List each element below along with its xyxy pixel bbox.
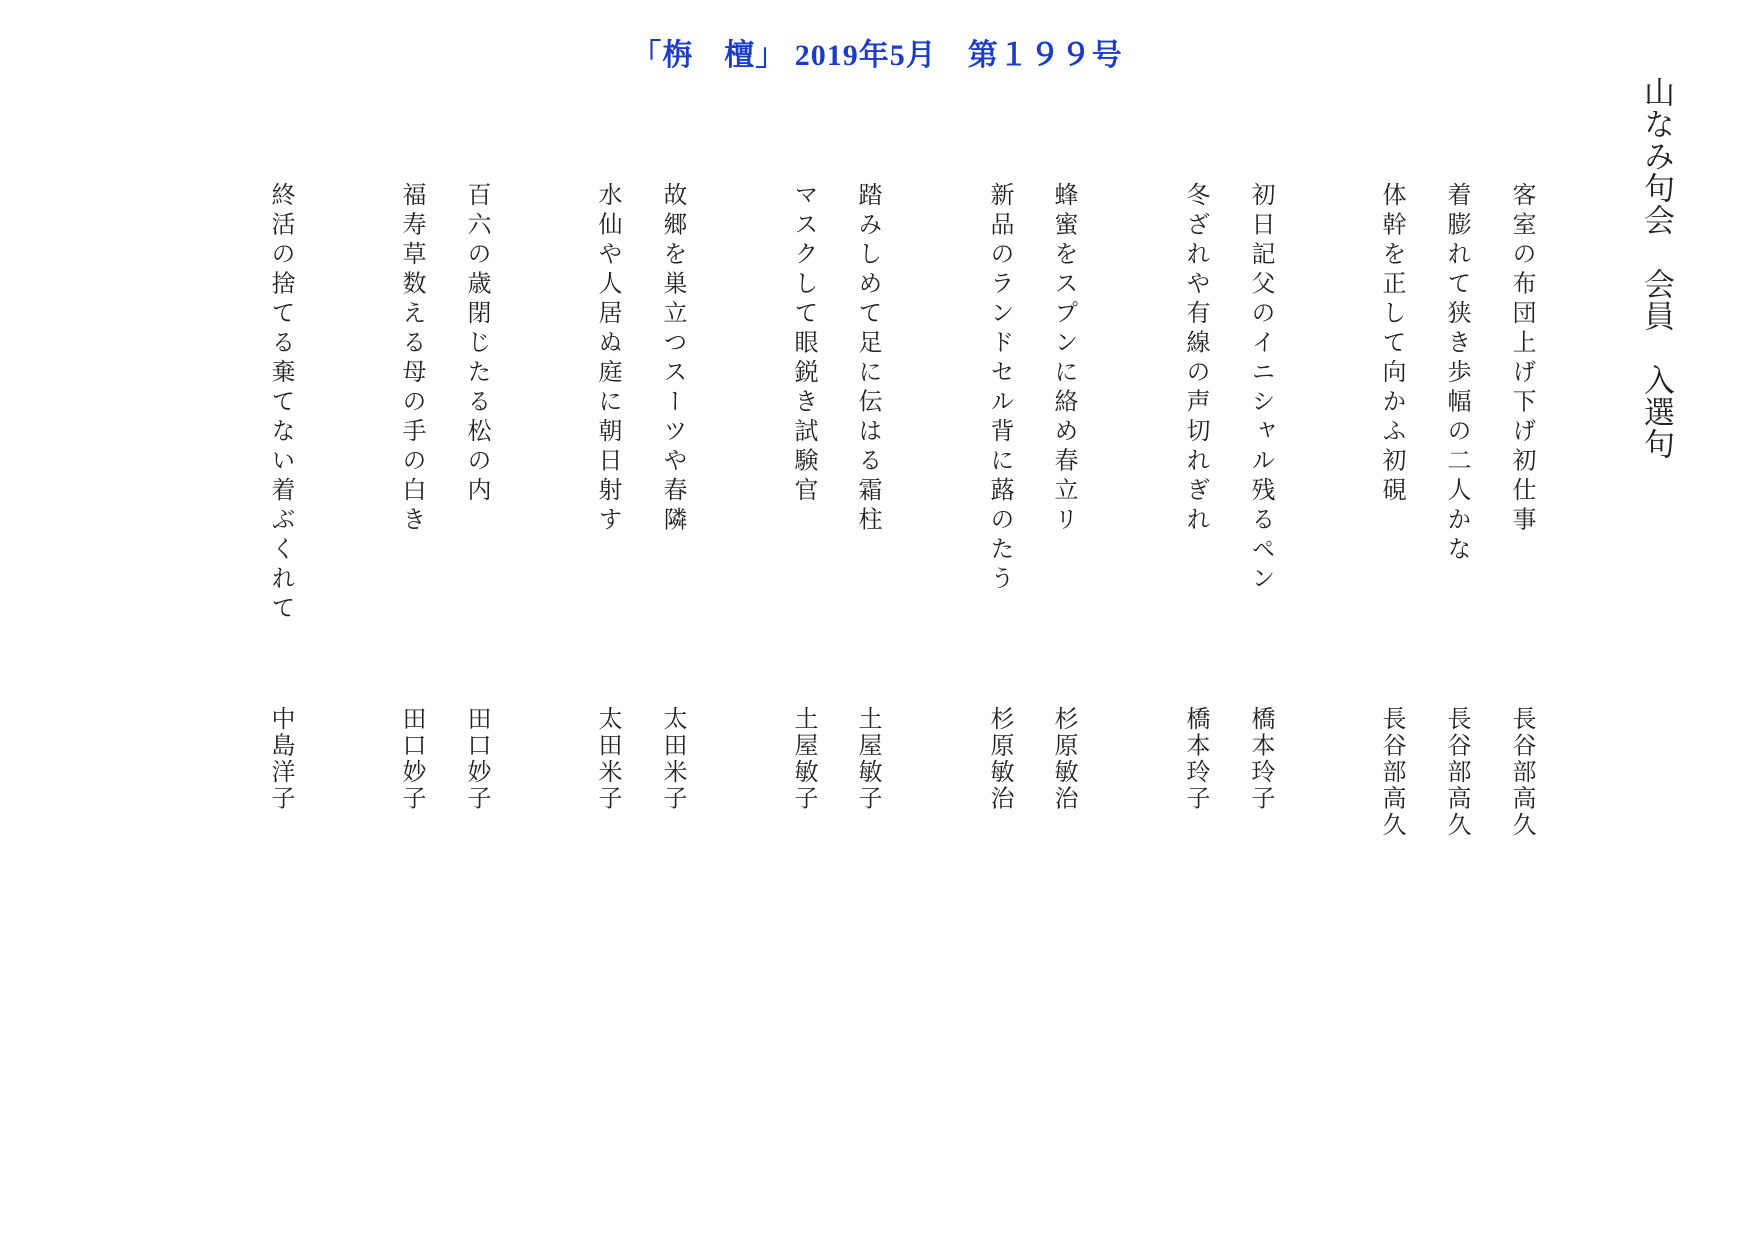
haiku-author: 土屋敏子: [790, 706, 818, 812]
haiku-author: 杉原敏治: [1050, 706, 1078, 812]
haiku-text: 体幹を正して向かふ初硯: [1378, 182, 1406, 507]
haiku-text: 初日記父のイニシャル残るペン: [1247, 182, 1275, 595]
haiku-text: 福寿草数える母の手の白き: [398, 182, 426, 536]
haiku-text: 百六の歳閉じたる松の内: [463, 182, 491, 507]
haiku-author: 中島洋子: [267, 706, 295, 812]
haiku-text: 踏みしめて足に伝はる霜柱: [854, 182, 882, 536]
haiku-author: 太田米子: [594, 706, 622, 812]
haiku-author: 橋本玲子: [1182, 706, 1210, 812]
haiku-author: 長谷部高久: [1508, 706, 1536, 839]
page-header-title: 「栴 檀」 2019年5月 第１９９号: [631, 39, 1123, 72]
haiku-author: 田口妙子: [398, 706, 426, 812]
haiku-author: 杉原敏治: [986, 706, 1014, 812]
haiku-author: 田口妙子: [463, 706, 491, 812]
haiku-text: マスクして眼鋭き試験官: [790, 182, 818, 507]
section-title: 山なみ句会 会員 入選句: [1638, 76, 1674, 460]
haiku-text: 新品のランドセル背に蕗のたう: [986, 182, 1014, 595]
haiku-text: 水仙や人居ぬ庭に朝日射す: [594, 182, 622, 536]
haiku-author: 土屋敏子: [854, 706, 882, 812]
haiku-text: 客室の布団上げ下げ初仕事: [1508, 182, 1536, 536]
haiku-text: 冬ざれや有線の声切れぎれ: [1182, 182, 1210, 536]
haiku-text: 蜂蜜をスプンに絡め春立リ: [1050, 182, 1078, 536]
haiku-text: 故郷を巣立つスーツや春隣: [659, 182, 687, 536]
haiku-author: 長谷部高久: [1378, 706, 1406, 839]
haiku-author: 太田米子: [659, 706, 687, 812]
haiku-author: 橋本玲子: [1247, 706, 1275, 812]
haiku-text: 着膨れて狭き歩幅の二人かな: [1443, 182, 1471, 566]
haiku-text: 終活の捨てる棄てない着ぶくれて: [267, 182, 295, 625]
haiku-author: 長谷部高久: [1443, 706, 1471, 839]
